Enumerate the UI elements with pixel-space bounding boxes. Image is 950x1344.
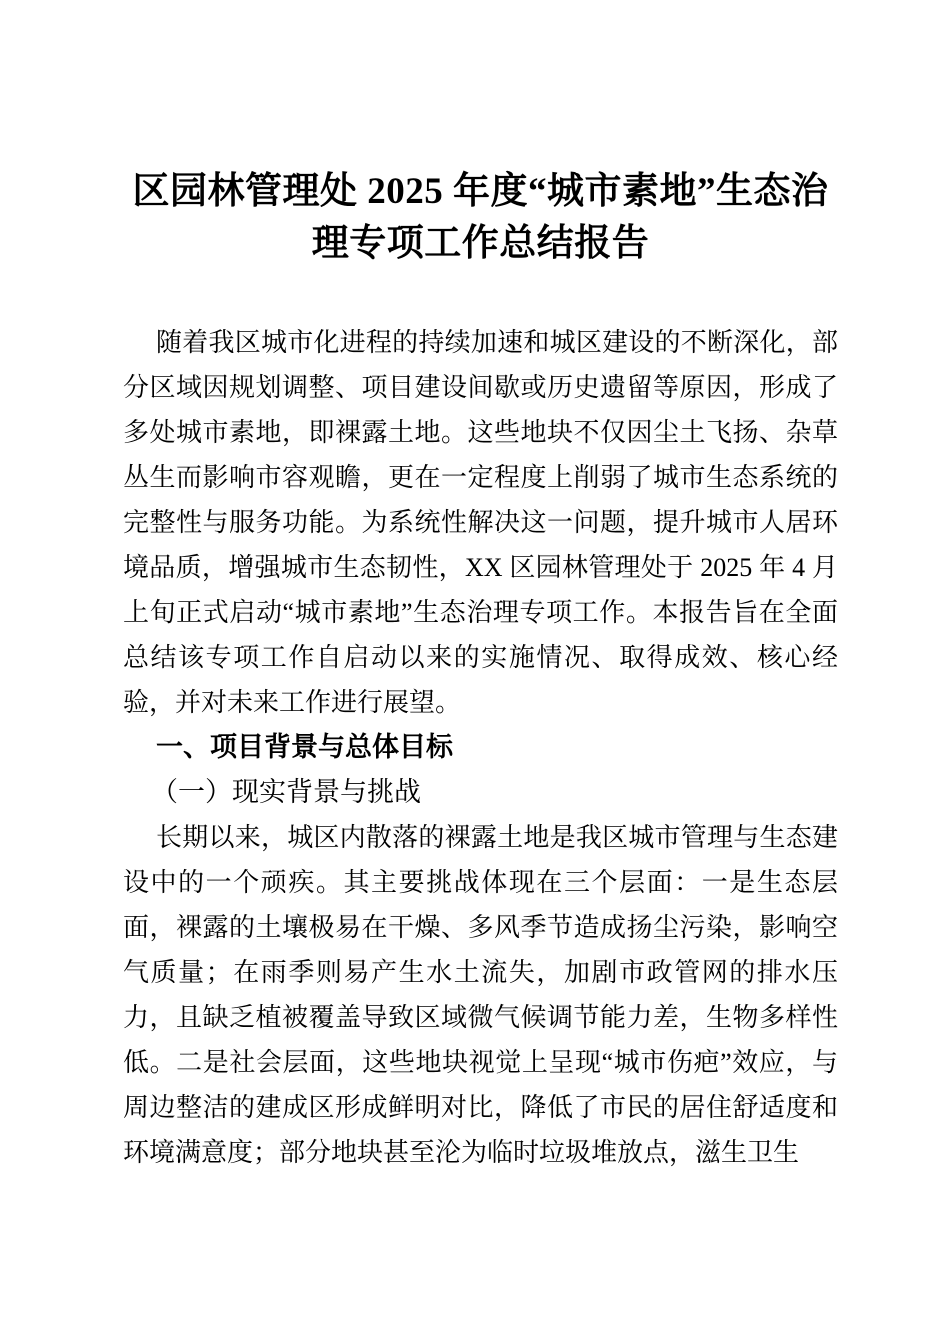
subsection-1-1-paragraph: 长期以来，城区内散落的裸露土地是我区城市管理与生态建设中的一个顽疾。其主要挑战体现在三个层面：一是生态层面，裸露的土壤极易在干燥、多风季节造成扬尘污染，影响空气质量；在雨季则易产生水土流失，加剧市政管网的排水压力，且缺乏植被覆盖导致区域微气候调节能力差，生物多样性低。二是社会层面，这些地块视觉上呈现“城市伤疤”效应，与周边整洁的建成区形成鲜明对比，降低了市民的居住舒适度和环境满意度；部分地块甚至沦为临时垃圾堆放点，滋生卫生	[123, 823, 838, 1167]
document-title: 区园林管理处 2025 年度“城市素地”生态治理专项工作总结报告	[132, 171, 829, 264]
section-heading-1: 一、项目背景与总体目标	[156, 732, 453, 762]
intro-paragraph: 随着我区城市化进程的持续加速和城区建设的不断深化，部分区域因规划调整、项目建设间歇或历史遗留等原因，形成了多处城市素地，即裸露土地。这些地块不仅因尘土飞扬、杂草丛生而影响市容观瞻，更在一定程度上削弱了城市生态系统的完整性与服务功能。为系统性解决这一问题，提升城市人居环境品质，增强城市生态韧性，XX 区园林管理处于 2025 年 4 月上旬正式启动“城市素地”生态治理专项工作。本报告旨在全面总结该专项工作自启动以来的实施情况、取得成效、核心经验，并对未来工作进行展望。	[123, 328, 838, 717]
subsection-heading-1-1: （一）现实背景与挑战	[151, 777, 421, 807]
